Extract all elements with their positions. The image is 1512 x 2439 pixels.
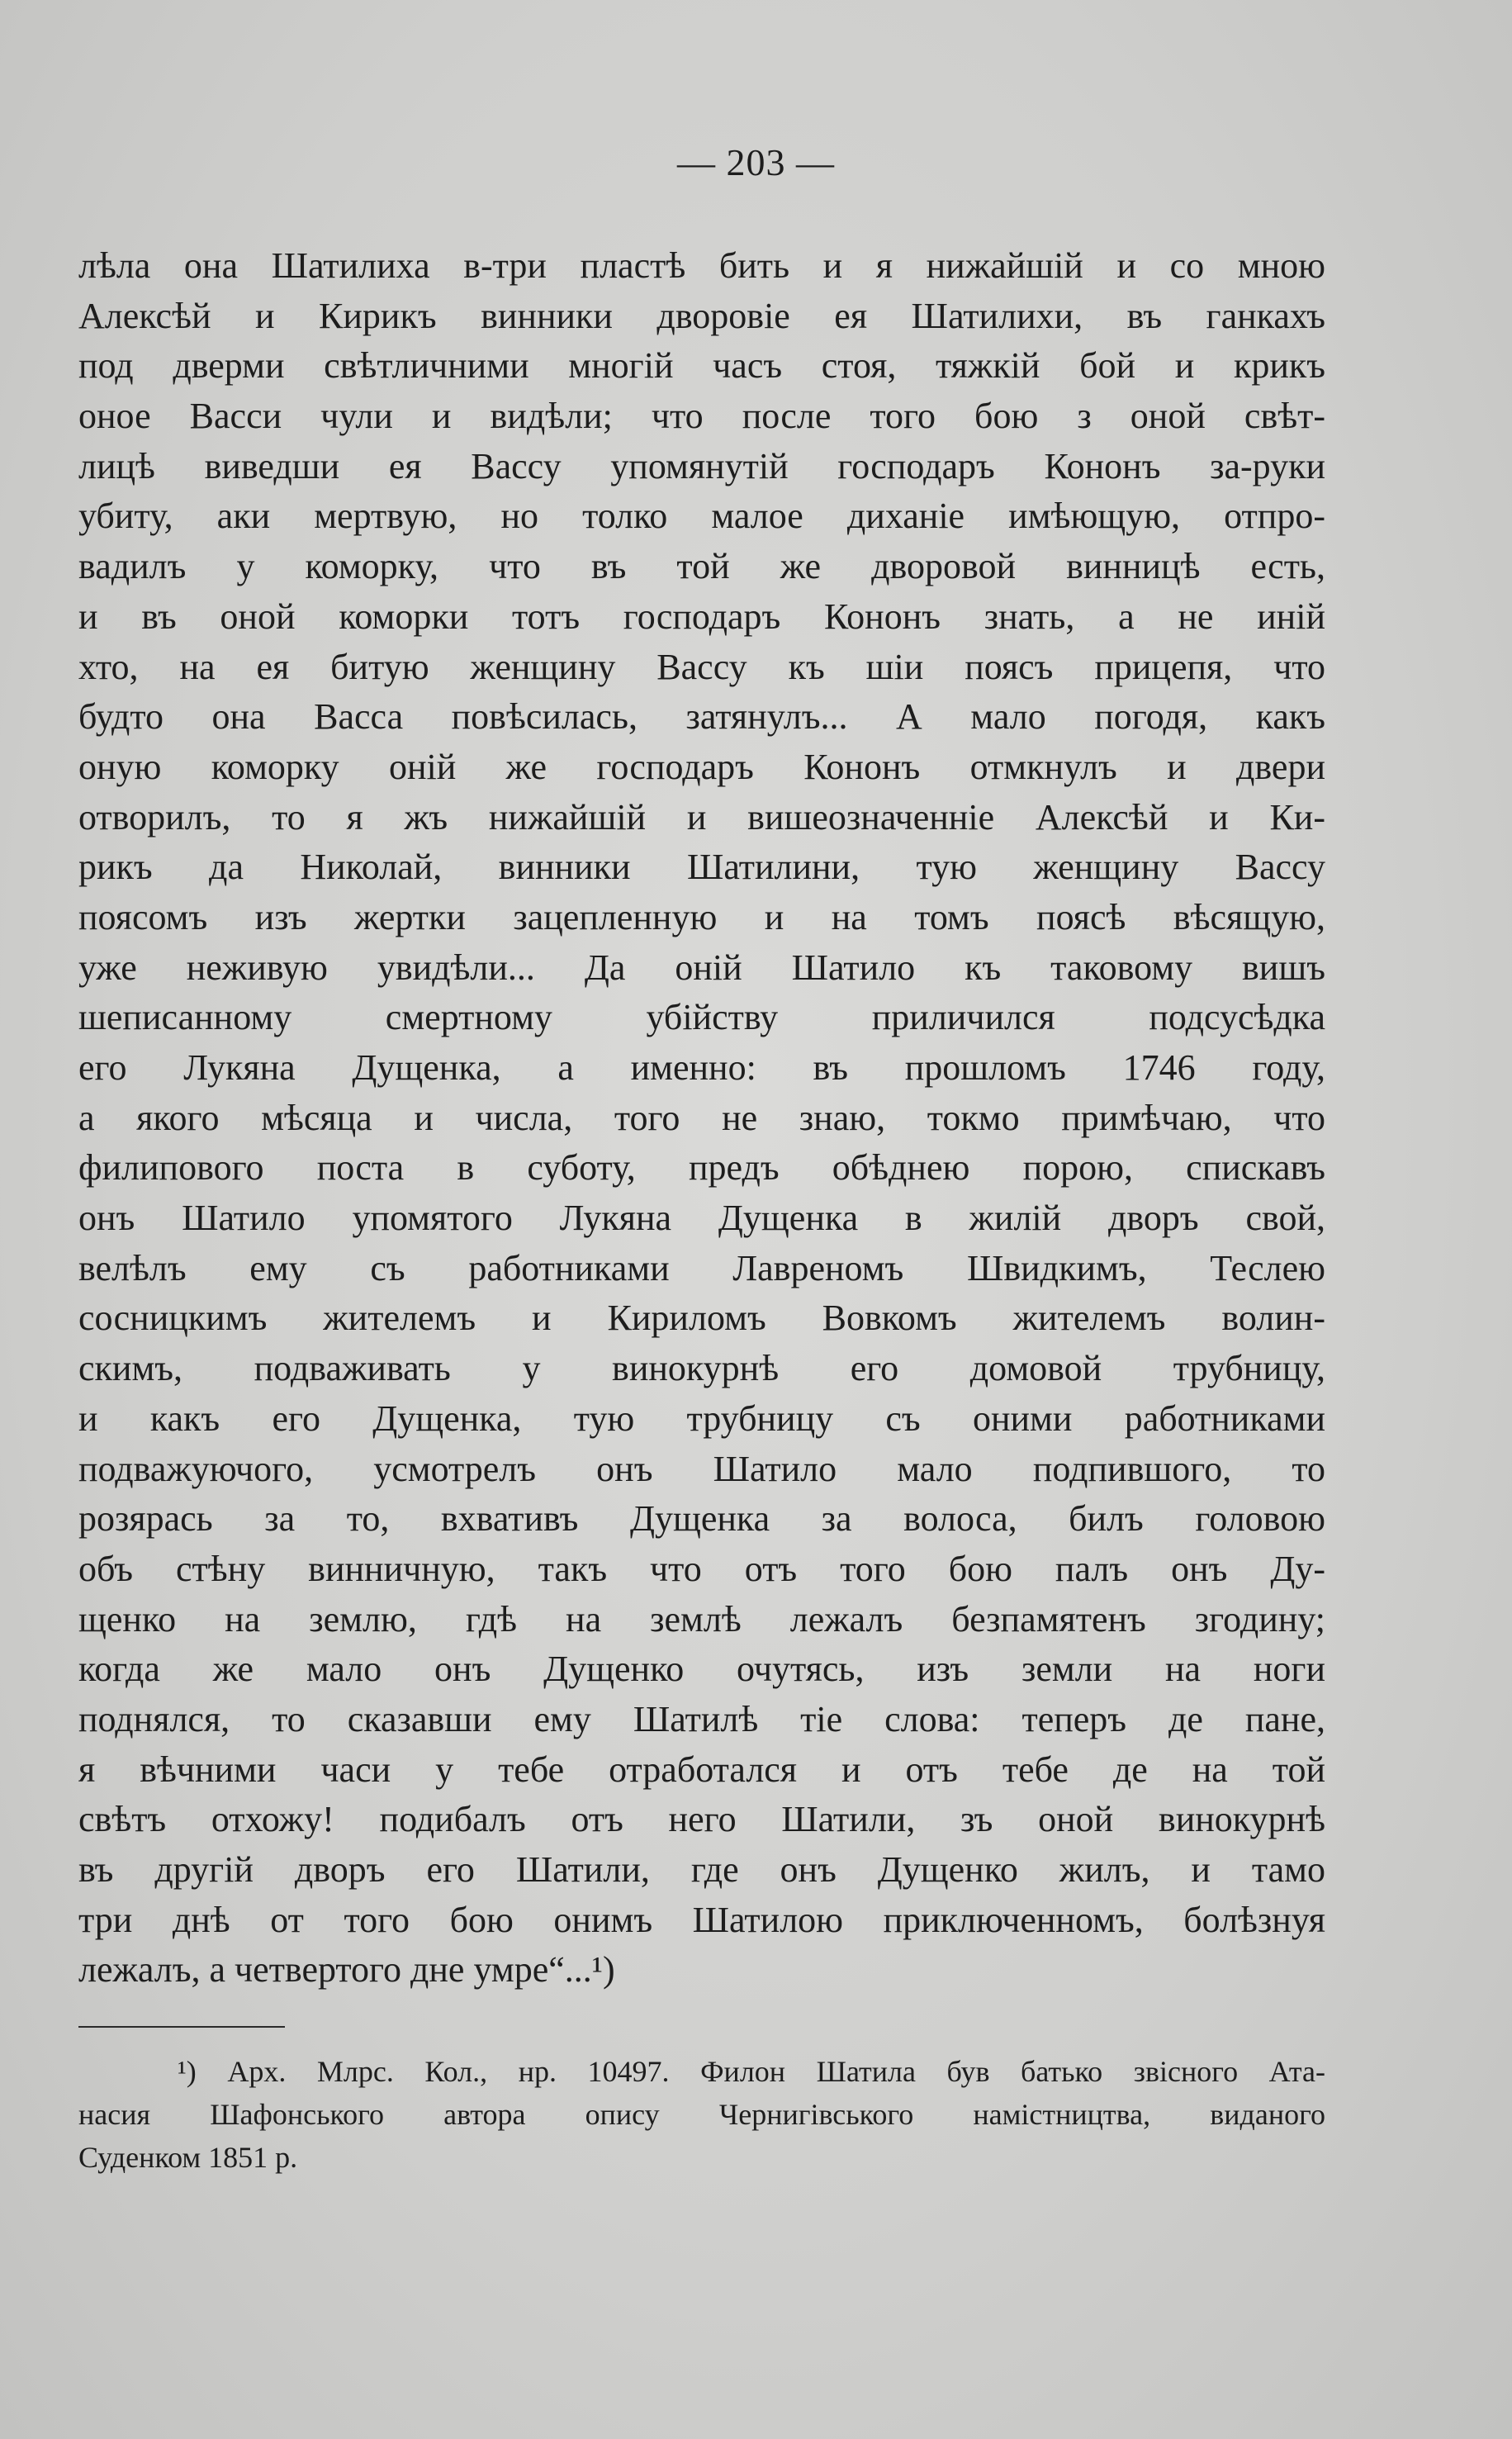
footnote-line: Суденком 1851 р.: [78, 2141, 298, 2174]
text-line: лицѣ виведши ея Вассу упомянутій господаръ Кононъ за-руки: [78, 445, 1325, 486]
text-line: убиту, аки мертвую, но толко малое диханіе имѣющую, отпро-: [78, 496, 1325, 537]
text-line: шеписанному смертному убійству приличился подсусѣдка: [78, 997, 1325, 1038]
text-line: три днѣ от того бою онимъ Шатилою приключенномъ, болѣзнуя: [78, 1899, 1325, 1940]
text-line: и въ оной коморки тотъ господаръ Кононъ знать, а не иній: [78, 596, 1325, 637]
footnote: [78, 2050, 1325, 2179]
text-line: оную коморку оній же господаръ Кононъ отмкнулъ и двери: [78, 746, 1325, 787]
text-line: уже неживую увидѣли... Да оній Шатило къ таковому вишъ: [78, 947, 1325, 988]
text-line: велѣлъ ему съ работниками Лавреномъ Швидкимъ, Теслею: [78, 1247, 1325, 1288]
text-line: Алексѣй и Кирикъ винники дворовіе ея Шатилихи, въ ганкахъ: [78, 295, 1325, 336]
text-line: розярась за то, вхвативъ Дущенка за волоса, билъ головою: [78, 1498, 1325, 1540]
text-line: отворилъ, то я жъ нижайшій и вишеозначенніе Алексѣй и Ки-: [78, 796, 1325, 838]
text-line: лежалъ, а четвертого дне умре“...¹): [78, 1949, 615, 1991]
text-line: скимъ, подваживать у винокурнѣ его домовой трубницу,: [78, 1348, 1325, 1389]
text-line: вадилъ у коморку, что въ той же дворовой винницѣ есть,: [78, 546, 1325, 587]
page-number: — 203 —: [677, 141, 835, 183]
text-line: подважуючого, усмотрелъ онъ Шатило мало подпившого, то: [78, 1448, 1325, 1489]
text-line: филипового поста в суботу, предъ обѣднею порою, спискавъ: [78, 1147, 1325, 1189]
body-text: [78, 241, 1325, 1995]
footnote-divider: [78, 2026, 285, 2028]
text-line: сосницкимъ жителемъ и Кириломъ Вовкомъ жителемъ волин-: [78, 1298, 1325, 1339]
text-line: щенко на землю, гдѣ на землѣ лежалъ безпамятенъ згодину;: [78, 1598, 1325, 1639]
text-line: и какъ его Дущенка, тую трубницу съ оними работниками: [78, 1397, 1325, 1439]
text-line: рикъ да Николай, винники Шатилини, тую женщину Вассу: [78, 847, 1325, 888]
footnote-line: ¹) Арх. Млрс. Кол., нр. 10497. Филон Шатила був батько звісного Ата-: [178, 2055, 1325, 2088]
text-line: я вѣчними часи у тебе отработался и отъ тебе де на той: [78, 1749, 1325, 1790]
text-line: оное Васси чули и видѣли; что после того бою з оной свѣт-: [78, 396, 1325, 437]
text-line: поясомъ изъ жертки зацепленную и на томъ поясѣ вѣсящую,: [78, 896, 1325, 937]
text-line: когда же мало онъ Дущенко очутясь, изъ земли на ноги: [78, 1649, 1325, 1690]
text-line: поднялся, то сказавши ему Шатилѣ тіе слова: теперъ де пане,: [78, 1698, 1325, 1739]
text-line: въ другій дворъ его Шатили, где онъ Дущенко жилъ, и тамо: [78, 1849, 1325, 1890]
text-line: под дверми свѣтличними многій часъ стоя, тяжкій бой и крикъ: [78, 345, 1325, 387]
text-line: онъ Шатило упомятого Лукяна Дущенка в жилій дворъ свой,: [78, 1198, 1325, 1239]
text-line: хто, на ея битую женщину Вассу къ шіи поясъ прицепя, что: [78, 646, 1325, 687]
text-line: лѣла она Шатилиха в-три пластѣ бить и я нижайшій и со мною: [78, 245, 1325, 286]
footnote-line: насия Шафонського автора опису Чернигівського намістництва, виданого: [78, 2098, 1325, 2131]
text-line: будто она Васса повѣсилась, затянулъ... А мало погодя, какъ: [78, 696, 1325, 738]
text-line: свѣтъ отхожу! подибалъ отъ него Шатили, зъ оной винокурнѣ: [78, 1799, 1325, 1840]
text-line: его Лукяна Дущенка, а именно: въ прошломъ 1746 году,: [78, 1047, 1325, 1088]
text-line: а якого мѣсяца и числа, того не знаю, токмо примѣчаю, что: [78, 1097, 1325, 1138]
text-line: объ стѣну винничную, такъ что отъ того бою палъ онъ Ду-: [78, 1548, 1325, 1589]
